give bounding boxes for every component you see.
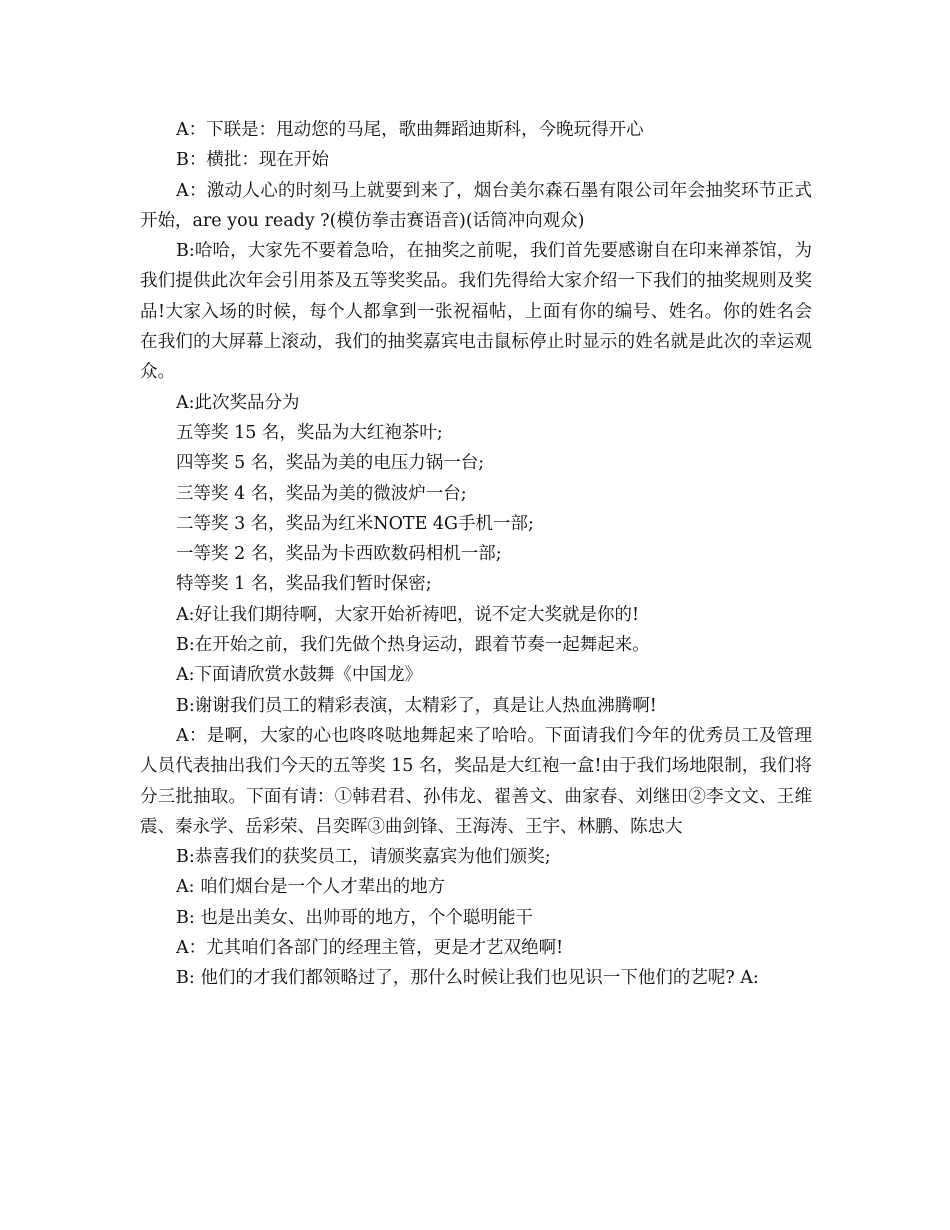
paragraph-4: B:哈哈，大家先不要着急哈，在抽奖之前呢，我们首先要感谢自在印来禅茶馆，为我们提供此次年会引用茶及五等奖奖品。我们先得给大家介绍一下我们的抽奖规则及奖品!大家入场的时候，每个人都拿到一张祝福帖，上面有你的编号、姓名。你的姓名会在我们的大屏幕上滚动，我们的抽奖嘉宾电击鼠标停止时显示的姓名就是此次的幸运观众。 [140, 241, 812, 383]
prize-line-fourth: 四等奖 5 名，奖品为美的电压力锅一台; [176, 453, 485, 474]
paragraph-3: A：激动人心的时刻马上就要到来了，烟台美尔森石墨有限公司年会抽奖环节正式开始，are you ready ?(模仿拳击赛语音)(话筒冲向观众) [140, 180, 812, 231]
paragraph-18: A: 咱们烟台是一个人才辈出的地方 [176, 877, 446, 898]
paragraph-20: A：尤其咱们各部门的经理主管，更是才艺双绝啊! [176, 938, 564, 959]
paragraph-5: A:此次奖品分为 [176, 392, 300, 413]
paragraph-14: A:下面请欣赏水鼓舞《中国龙》 [176, 665, 423, 686]
prize-line-first: 一等奖 2 名，奖品为卡西欧数码相机一部; [176, 544, 502, 565]
paragraph-1: A：下联是：甩动您的马尾，歌曲舞蹈迪斯科，今晚玩得开心 [176, 120, 644, 140]
paragraph-16: A：是啊，大家的心也咚咚哒地舞起来了哈哈。下面请我们今年的优秀员工及管理人员代表抽出我们今天的五等奖 15 名，奖品是大红袍一盒!由于我们场地限制，我们将分三批抽取。下面有请：①韩君君、孙伟龙、翟善文、曲家春、刘继田②李文文、王维震、秦永学、岳彩荣、吕奕晖③曲剑锋、王海涛、王宇、林鹏、陈忠大 [140, 725, 812, 837]
prize-line-fifth: 五等奖 15 名，奖品为大红袍茶叶; [176, 422, 443, 443]
paragraph-12: A:好让我们期待啊，大家开始祈祷吧，说不定大奖就是你的! [176, 604, 640, 625]
document-body [140, 115, 812, 994]
paragraph-15: B:谢谢我们员工的精彩表演，太精彩了，真是让人热血沸腾啊! [176, 695, 657, 716]
prize-line-grand: 特等奖 1 名，奖品我们暂时保密; [176, 574, 432, 595]
prize-line-second: 二等奖 3 名，奖品为红米NOTE 4G手机一部; [176, 513, 534, 534]
paragraph-17: B:恭喜我们的获奖员工，请颁奖嘉宾为他们颁奖; [176, 847, 551, 868]
paragraph-2: B：横批：现在开始 [176, 150, 329, 171]
paragraph-13: B:在开始之前，我们先做个热身运动，跟着节奏一起舞起来。 [176, 635, 650, 656]
paragraph-19: B: 也是出美女、出帅哥的地方，个个聪明能干 [176, 907, 533, 928]
paragraph-21: B: 他们的才我们都领略过了，那什么时候让我们也见识一下他们的艺呢? A: [176, 968, 759, 989]
prize-line-third: 三等奖 4 名，奖品为美的微波炉一台; [176, 483, 467, 504]
